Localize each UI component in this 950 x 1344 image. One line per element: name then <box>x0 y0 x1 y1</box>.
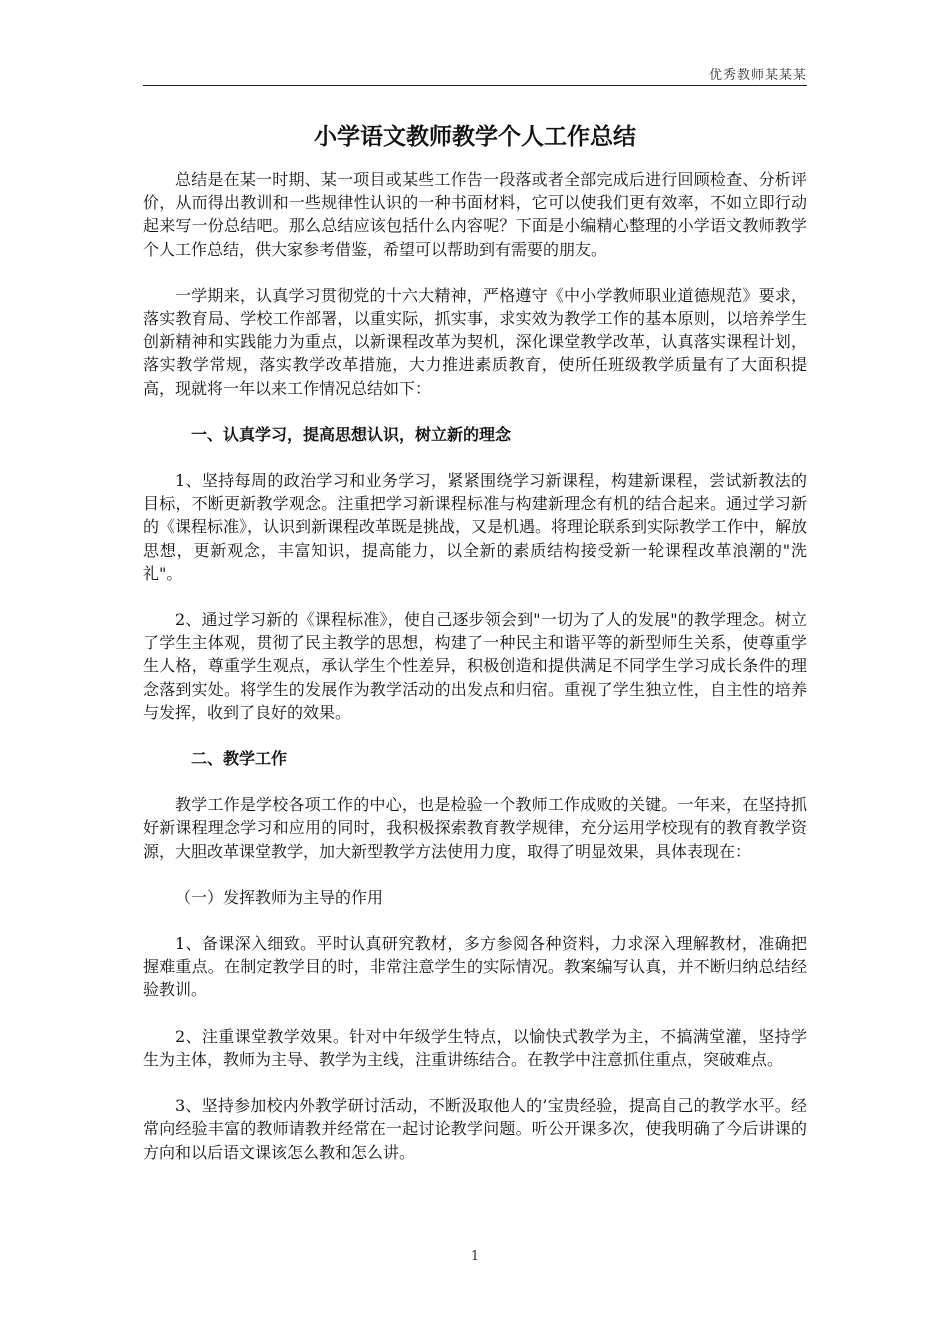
section-heading-teaching: 二、教学工作 <box>191 749 288 769</box>
page-number: 1 <box>470 1249 480 1264</box>
study-paragraph-2: 2、通过学习新的《课程标准》，使自己逐步领会到"一切为了人的发展"的教学理念。树立了学生主体观，贯彻了民主教学的思想，构建了一种民主和谐平等的新型师生关系，使尊重学生人格，尊重学生观点，承认学生个性差异，积极创造和提供满足不同学生学习成长条件的理念落到实处。将学生的发展作为教学活动的出发点和归宿。重视了学生独立性，自主性的培养与发挥，收到了良好的效果。 <box>143 610 807 722</box>
teaching-item-2: 2、注重课堂教学效果。针对中年级学生特点，以愉快式教学为主，不搞满堂灌，坚持学生为主体，教师为主导、教学为主线，注重讲练结合。在教学中注意抓住重点，突破难点。 <box>143 1026 807 1069</box>
section-heading-study: 一、认真学习，提高思想认识，树立新的理念 <box>191 424 512 444</box>
document-body <box>143 168 807 1187</box>
teaching-item-3: 3、坚持参加校内外教学研讨活动，不断汲取他人的’宝贵经验，提高自己的教学水平。经常向经验丰富的教师请教并经常在一起讨论教学问题。听公开课多次，使我明确了今后讲课的方向和以后语文课该怎么教和怎么讲。 <box>143 1096 807 1162</box>
teaching-item-1: 1、备课深入细致。平时认真研究教材，多方参阅各种资料，力求深入理解教材，准确把握难重点。在制定教学目的时，非常注意学生的实际情况。教案编写认真，并不断归纳总结经验教训。 <box>143 934 807 1000</box>
subsection-heading-teacher-role: （一）发挥教师为主导的作用 <box>175 887 384 907</box>
intro-paragraph: 总结是在某一时期、某一项目或某些工作告一段落或者全部完成后进行回顾检查、分析评价，从而得出教训和一些规律性认识的一种书面材料，它可以使我们更有效率，不如立即行动起来写一份总结吧。那么总结应该包括什么内容呢？下面是小编精心整理的小学语文教师教学个人工作总结，供大家参考借鉴，希望可以帮助到有需要的朋友。 <box>143 170 807 259</box>
header-divider <box>143 85 807 86</box>
overview-paragraph: 一学期来，认真学习贯彻党的十六大精神，严格遵守《中小学教师职业道德规范》要求，落实教育局、学校工作部署，以重实际，抓实事，求实效为教学工作的基本原则，以培养学生创新精神和实践能力为重点，以新课程改革为契机，深化课堂教学改革，认真落实课程计划，落实教学常规，落实教学改革措施，大力推进素质教育，使所任班级教学质量有了大面积提高，现就将一年以来工作情况总结如下： <box>143 285 807 398</box>
study-paragraph-1: 1、坚持每周的政治学习和业务学习，紧紧围绕学习新课程，构建新课程，尝试新教法的目标，不断更新教学观念。注重把学习新课程标准与构建新理念有机的结合起来。通过学习新的《课程标准》，认识到新课程改革既是挑战，又是机遇。将理论联系到实际教学工作中，解放思想，更新观念，丰富知识，提高能力，以全新的素质结构接受新一轮课程改革浪潮的"洗礼"。 <box>143 471 808 583</box>
teaching-paragraph: 教学工作是学校各项工作的中心，也是检验一个教师工作成败的关键。一年来，在坚持抓好新课程理念学习和应用的同时，我积极探索教育教学规律，充分运用学校现有的教育教学资源，大胆改革课堂教学，加大新型教学方法使用力度，取得了明显效果，具体表现在： <box>143 795 807 861</box>
document-title: 小学语文教师教学个人工作总结 <box>314 124 636 150</box>
page-header-text: 优秀教师某某某 <box>708 68 807 83</box>
